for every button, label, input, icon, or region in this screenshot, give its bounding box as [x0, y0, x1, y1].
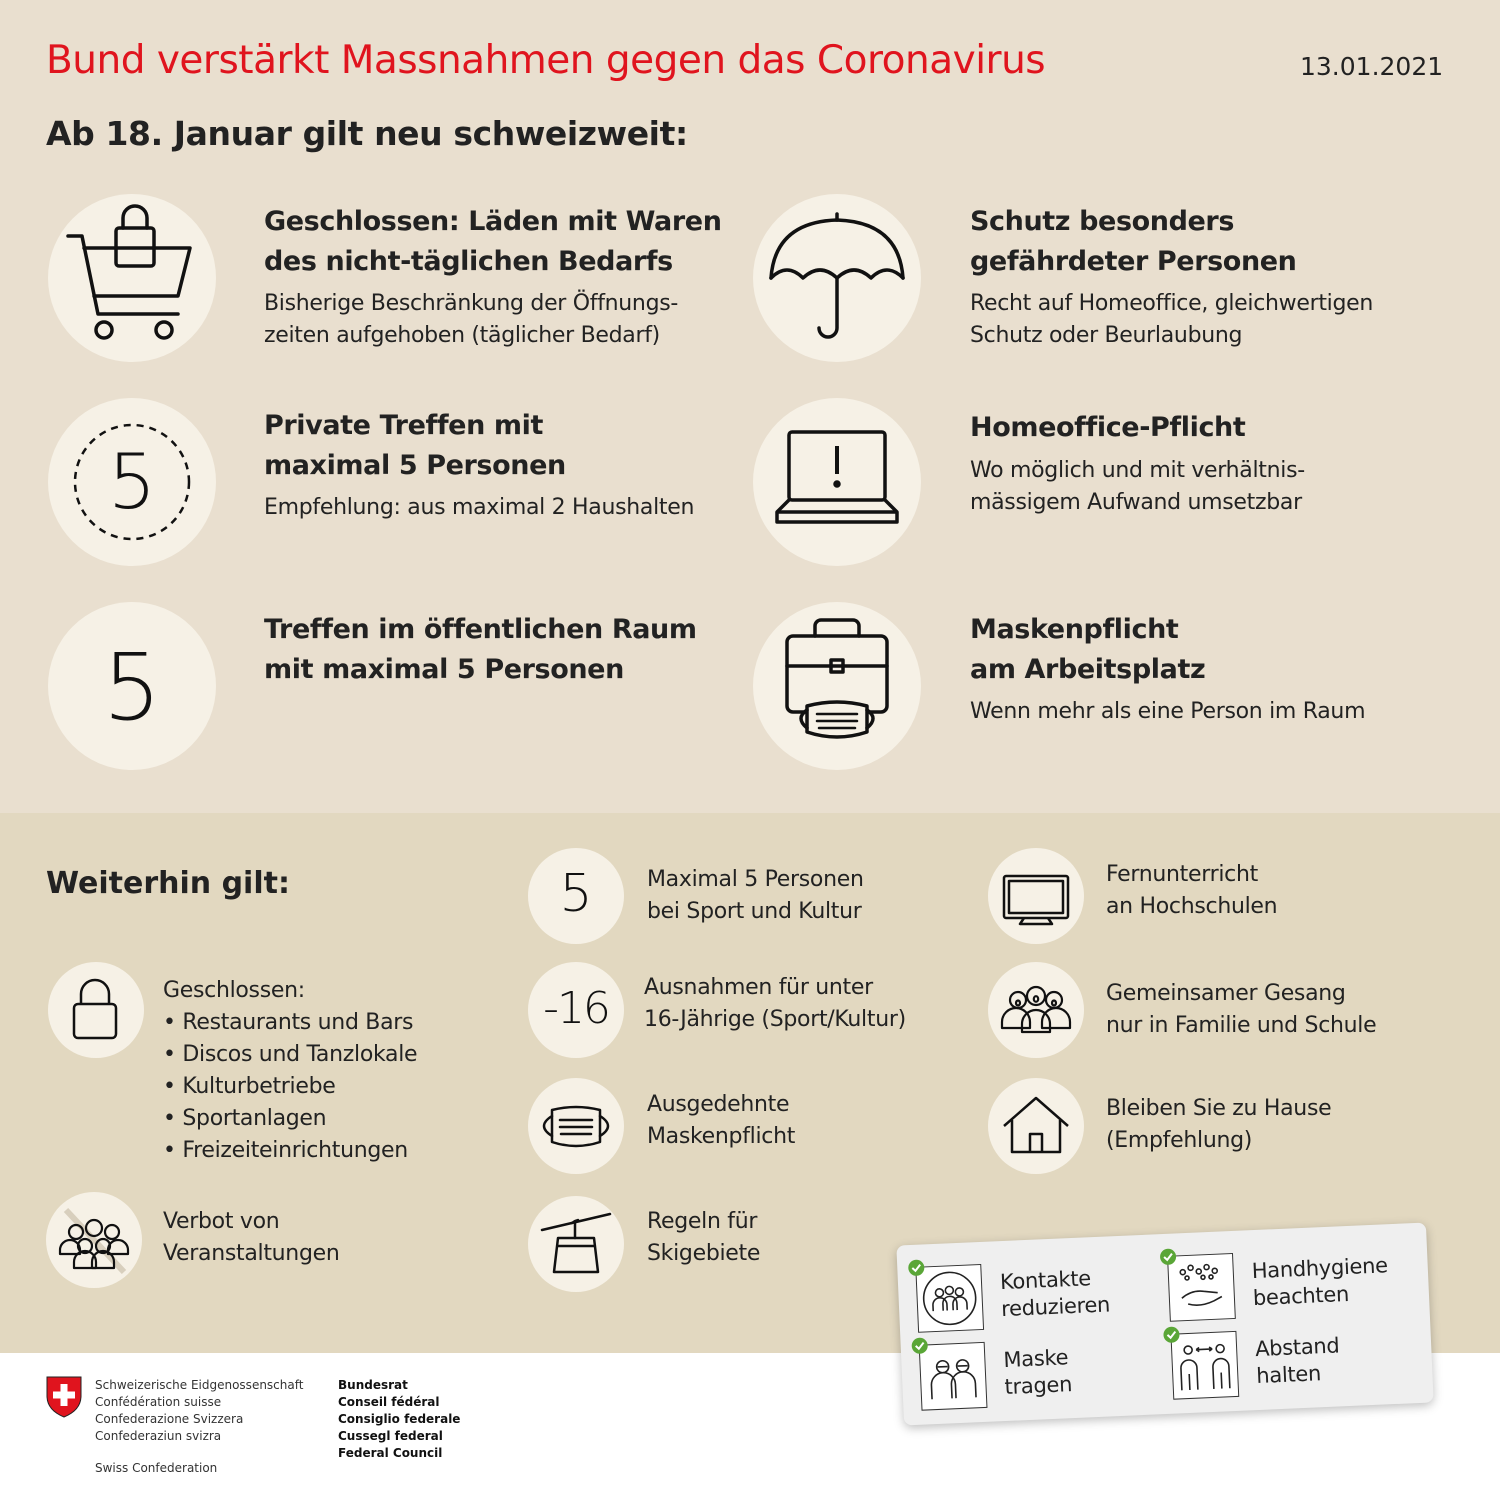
- swiss-confederation-label: Swiss Confederation: [95, 1461, 218, 1475]
- keep-distance-icon: [1170, 1331, 1239, 1400]
- count-number: 5: [559, 864, 593, 924]
- item-text: Verbot von Veranstaltungen: [163, 1209, 340, 1266]
- item-text: Maximal 5 Personen bei Sport und Kultur: [647, 867, 864, 924]
- item-title: Treffen im öffentlichen Raum mit maximal 5 Personen: [264, 614, 697, 685]
- hand-hygiene-icon: [1167, 1253, 1236, 1322]
- reduce-contacts-icon: [915, 1264, 984, 1333]
- item-text: Ausgedehnte Maskenpflicht: [647, 1092, 796, 1149]
- item-description: Wenn mehr als eine Person im Raum: [970, 699, 1366, 724]
- laptop-warning-icon: [753, 398, 921, 566]
- card-label: Kontakte reduzieren: [999, 1266, 1111, 1322]
- item-text: Gemeinsamer Gesang nur in Familie und Schule: [1106, 981, 1377, 1038]
- item-description: Empfehlung: aus maximal 2 Haushalten: [264, 495, 695, 520]
- item-title: Homeoffice-Pflicht: [970, 412, 1246, 443]
- list-item: • Discos und Tanzlokale: [163, 1042, 418, 1067]
- item-text: Regeln für Skigebiete: [647, 1209, 761, 1266]
- group-singing-icon: [988, 962, 1084, 1058]
- confederation-names: Schweizerische Eidgenossenschaft Confédération suisse Confederazione Svizzera Confederaziun svizra: [95, 1378, 304, 1443]
- list-item: • Sportanlagen: [163, 1106, 327, 1131]
- item-title: Geschlossen: Läden mit Waren des nicht-täglichen Bedarfs: [264, 206, 722, 277]
- hygiene-rules-card: [896, 1223, 1433, 1426]
- padlock-icon: [48, 962, 144, 1058]
- briefcase-mask-icon: [753, 602, 921, 770]
- item-description: Wo möglich und mit verhältnis- mässigem Aufwand umsetzbar: [970, 458, 1305, 515]
- item-title: Schutz besonders gefährdeter Personen: [970, 206, 1297, 277]
- monitor-icon: [988, 848, 1084, 944]
- count-number: 5: [107, 437, 157, 526]
- item-text: Fernunterricht an Hochschulen: [1106, 862, 1278, 919]
- list-item: • Kulturbetriebe: [163, 1074, 336, 1099]
- check-icon: [908, 1259, 925, 1276]
- swiss-coat-of-arms-icon: [46, 1376, 82, 1422]
- mask-icon: [528, 1078, 624, 1174]
- gondola-icon: [528, 1196, 624, 1292]
- section-subtitle: Ab 18. Januar gilt neu schweizweit:: [46, 114, 688, 153]
- item-description: Bisherige Beschränkung der Öffnungs- zeiten aufgehoben (täglicher Bedarf): [264, 291, 679, 348]
- item-description: Recht auf Homeoffice, gleichwertigen Schutz oder Beurlaubung: [970, 291, 1374, 348]
- continuing-heading: Weiterhin gilt:: [46, 866, 290, 901]
- item-text: Ausnahmen für unter 16-Jährige (Sport/Kultur): [644, 975, 906, 1032]
- card-label: Handhygiene beachten: [1251, 1253, 1389, 1311]
- no-crowd-icon: [46, 1192, 142, 1288]
- federal-council-names: Bundesrat Conseil fédéral Consiglio federale Cussegl federal Federal Council: [338, 1378, 461, 1460]
- five-icon: [528, 848, 624, 944]
- umbrella-icon: [753, 194, 921, 362]
- check-icon: [1163, 1326, 1180, 1343]
- shopping-cart-lock-icon: [48, 194, 216, 362]
- list-item: • Restaurants und Bars: [163, 1010, 414, 1035]
- house-icon: [988, 1078, 1084, 1174]
- check-icon: [911, 1337, 928, 1354]
- age-number: -16: [543, 983, 609, 1034]
- closed-label: Geschlossen:: [163, 978, 305, 1003]
- wear-mask-icon: [919, 1342, 988, 1411]
- card-label: Maske tragen: [1002, 1345, 1073, 1400]
- page-title: Bund verstärkt Massnahmen gegen das Coronavirus: [46, 38, 1046, 83]
- count-number: 5: [102, 634, 162, 741]
- dashed-five-icon: [48, 398, 216, 566]
- item-title: Private Treffen mit maximal 5 Personen: [264, 410, 566, 481]
- check-icon: [1160, 1248, 1177, 1265]
- item-text: Bleiben Sie zu Hause (Empfehlung): [1106, 1096, 1332, 1153]
- publication-date: 13.01.2021: [1300, 52, 1444, 81]
- item-title: Maskenpflicht am Arbeitsplatz: [970, 614, 1206, 685]
- minus-sixteen-icon: [528, 962, 624, 1058]
- closed-list: [163, 1007, 417, 1167]
- list-item: • Freizeiteinrichtungen: [163, 1138, 408, 1163]
- card-label: Abstand halten: [1254, 1333, 1340, 1389]
- five-icon: [48, 602, 216, 770]
